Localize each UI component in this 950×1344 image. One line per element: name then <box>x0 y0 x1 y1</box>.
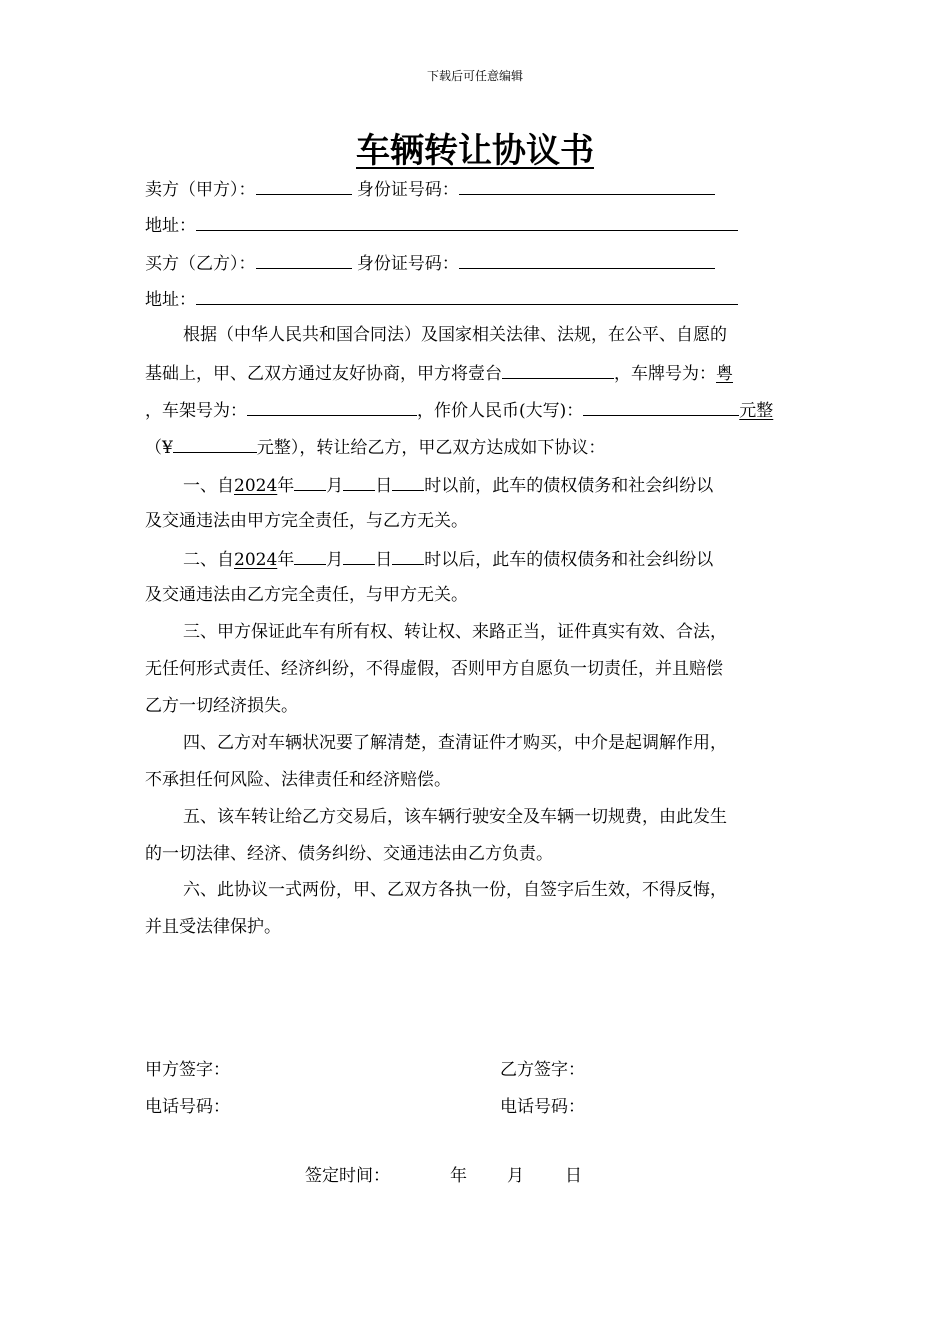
clause-2-month-label: 月 <box>326 550 344 570</box>
document-title <box>0 128 950 174</box>
vehicle-model-blank[interactable] <box>502 360 614 379</box>
clause-2-day-blank[interactable] <box>343 546 375 565</box>
clause-1-month-label: 月 <box>326 476 344 496</box>
buyer-name-blank[interactable] <box>256 250 352 269</box>
seller-address-blank[interactable] <box>196 212 738 231</box>
clause-2-year-label: 年 <box>277 550 295 570</box>
intro-line-4 <box>145 434 605 460</box>
clause-1-year[interactable]: 2024 <box>234 476 278 496</box>
party-b-phone-label[interactable]: 电话号码： <box>500 1097 585 1117</box>
sign-date-year[interactable]: 年 <box>450 1166 467 1186</box>
party-b-signature-label[interactable]: 乙方签字： <box>500 1060 585 1080</box>
clause-2-day-label: 日 <box>375 550 393 570</box>
seller-id-blank[interactable] <box>459 176 715 195</box>
clause-5-line-2: 的一切法律、经济、债务纠纷、交通违法由乙方负责。 <box>145 844 553 864</box>
clause-2-prefix: 二、自 <box>183 550 234 570</box>
price-number-blank[interactable] <box>173 434 257 453</box>
price-words-blank[interactable] <box>583 397 739 416</box>
clause-1-hour-blank[interactable] <box>392 472 424 491</box>
sign-date-month[interactable]: 月 <box>507 1166 524 1186</box>
clause-3-line-2: 无任何形式责任、经济纠纷，不得虚假，否则甲方自愿负一切责任，并且赔偿 <box>145 659 723 679</box>
clause-1-year-label: 年 <box>277 476 295 496</box>
clause-2-year[interactable]: 2024 <box>234 550 278 570</box>
clause-1-prefix: 一、自 <box>183 476 234 496</box>
clause-2-month-blank[interactable] <box>294 546 326 565</box>
buyer-label: 买方（乙方）： <box>145 254 256 274</box>
intro-tail: 元整），转让给乙方，甲乙双方达成如下协议： <box>256 438 606 458</box>
seller-line <box>145 176 715 202</box>
plate-prefix: 粤 <box>716 364 733 384</box>
party-a-signature-label[interactable]: 甲方签字： <box>145 1060 230 1080</box>
price-symbol: （¥ <box>145 438 173 458</box>
clause-2-line-1 <box>183 546 713 572</box>
price-unit: 元整 <box>739 401 774 421</box>
title-text: 车辆转让协议书 <box>356 131 594 171</box>
clause-5-line-1: 五、该车转让给乙方交易后，该车辆行驶安全及车辆一切规费，由此发生 <box>183 807 727 827</box>
buyer-address-label: 地址： <box>145 290 196 310</box>
clause-3-line-1: 三、甲方保证此车有所有权、转让权、来路正当，证件真实有效、合法， <box>183 622 727 642</box>
clause-1-day-blank[interactable] <box>343 472 375 491</box>
clause-4-line-1: 四、乙方对车辆状况要了解清楚，查清证件才购买，中介是起调解作用， <box>183 733 727 753</box>
seller-id-label: 身份证号码： <box>356 180 459 200</box>
buyer-address-blank[interactable] <box>196 286 738 305</box>
clause-2-line-2: 及交通违法由乙方完全责任，与甲方无关。 <box>145 585 468 605</box>
clause-1-day-label: 日 <box>375 476 393 496</box>
clause-6-line-2: 并且受法律保护。 <box>145 917 281 937</box>
seller-name-blank[interactable] <box>256 176 352 195</box>
party-a-phone-label[interactable]: 电话号码： <box>145 1097 230 1117</box>
sign-date-label: 签定时间： <box>305 1166 390 1186</box>
vin-blank[interactable] <box>247 397 417 416</box>
header-note: 下载后可任意编辑 <box>426 69 523 83</box>
intro-text: 基础上，甲、乙双方通过友好协商，甲方将壹台 <box>145 364 502 384</box>
seller-address-label: 地址： <box>145 216 196 236</box>
clause-1-line-1 <box>183 472 713 498</box>
clause-6-line-1: 六、此协议一式两份，甲、乙双方各执一份，自签字后生效，不得反悔， <box>183 880 727 900</box>
seller-address-line <box>145 212 738 238</box>
intro-line-2 <box>145 360 733 386</box>
seller-label: 卖方（甲方）： <box>145 180 256 200</box>
buyer-address-line <box>145 286 738 312</box>
plate-label: ，车牌号为： <box>614 364 716 384</box>
clause-2-text: 时以后，此车的债权债务和社会纠纷以 <box>424 550 714 570</box>
clause-1-month-blank[interactable] <box>294 472 326 491</box>
clause-1-text: 时以前，此车的债权债务和社会纠纷以 <box>424 476 714 496</box>
clause-1-line-2: 及交通违法由甲方完全责任，与乙方无关。 <box>145 511 468 531</box>
buyer-line <box>145 250 715 276</box>
price-label: ，作价人民币(大写)： <box>417 401 584 421</box>
vin-label: ，车架号为： <box>145 401 247 421</box>
intro-line-3 <box>145 397 773 423</box>
clause-4-line-2: 不承担任何风险、法律责任和经济赔偿。 <box>145 770 451 790</box>
clause-3-line-3: 乙方一切经济损失。 <box>145 696 298 716</box>
intro-line-1: 根据（中华人民共和国合同法）及国家相关法律、法规，在公平、自愿的 <box>183 325 727 345</box>
buyer-id-label: 身份证号码： <box>356 254 459 274</box>
sign-date-day[interactable]: 日 <box>565 1166 582 1186</box>
clause-2-hour-blank[interactable] <box>392 546 424 565</box>
buyer-id-blank[interactable] <box>459 250 715 269</box>
